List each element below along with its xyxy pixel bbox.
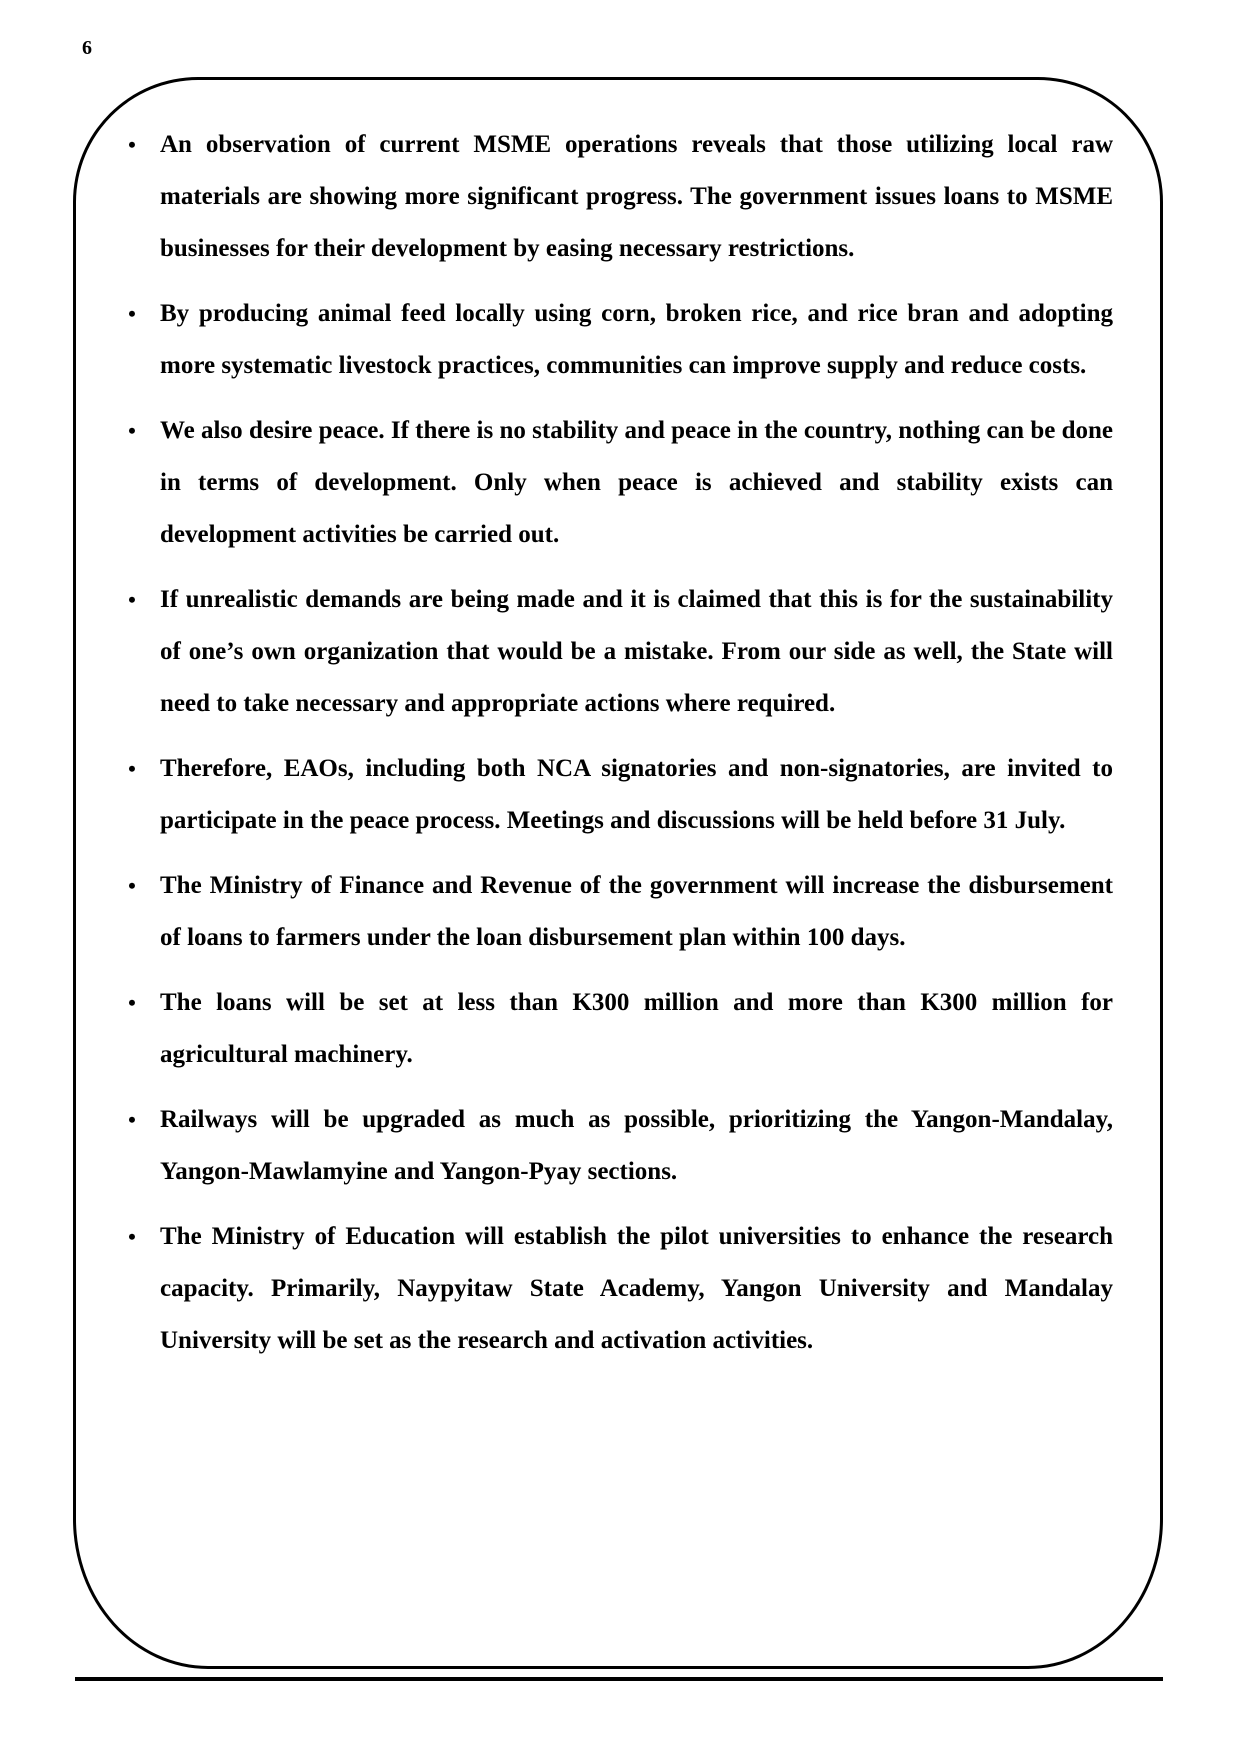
bullet-item-railways [128,1094,1113,1198]
bullet-icon: • [128,418,136,443]
bullet-item-machinery-loans [128,977,1113,1081]
bullet-icon: • [128,756,136,781]
bullet-text: Railways will be upgraded as much as possible, prioritizing the Yangon-Mandalay, Yangon-Mawlamyine and Yangon-Pyay sections. [160,1106,1113,1185]
bullet-text: An observation of current MSME operations reveals that those utilizing local raw materials are showing more significant progress. The government issues loans to MSME businesses for their development by easing necessary restrictions. [160,131,1113,262]
bullet-text: The Ministry of Finance and Revenue of the government will increase the disbursement of loans to farmers under the loan disbursement plan within 100 days. [160,872,1113,951]
bullet-icon: • [128,1107,136,1132]
bullet-item-msme-loans [128,119,1113,275]
bullet-icon: • [128,587,136,612]
bullet-icon: • [128,132,136,157]
bullet-icon: • [128,1224,136,1249]
bullet-text: By producing animal feed locally using corn, broken rice, and rice bran and adopting more systematic livestock practices, communities can improve supply and reduce costs. [160,300,1113,379]
bullet-icon: • [128,873,136,898]
bullet-text: If unrealistic demands are being made and it is claimed that this is for the sustainability of one’s own organization that would be a mistake. From our side as well, the State will need to take necessary and appropriate actions where required. [160,586,1113,717]
bullet-item-farmer-loans [128,860,1113,964]
bullet-text: The Ministry of Education will establish the pilot universities to enhance the research capacity. Primarily, Naypyitaw State Academy, Yangon University and Mandalay University will be set as the research and activation activities. [160,1223,1113,1354]
bullet-text: Therefore, EAOs, including both NCA signatories and non-signatories, are invited to participate in the peace process. Meetings and discussions will be held before 31 July. [160,755,1113,834]
bullet-item-peace [128,405,1113,561]
footer-rule [75,1677,1163,1681]
page-number: 6 [82,37,92,59]
bullet-text: The loans will be set at less than K300 million and more than K300 million for agricultural machinery. [160,989,1113,1068]
bullet-list [128,119,1113,1380]
bullet-item-eao-invitation [128,743,1113,847]
bullet-item-pilot-universities [128,1211,1113,1367]
bullet-item-unrealistic-demands [128,574,1113,730]
bullet-icon: • [128,301,136,326]
bullet-icon: • [128,990,136,1015]
bullet-text: We also desire peace. If there is no stability and peace in the country, nothing can be done in terms of development. Only when peace is achieved and stability exists can development activities be carried out. [160,417,1113,548]
bullet-item-animal-feed [128,288,1113,392]
